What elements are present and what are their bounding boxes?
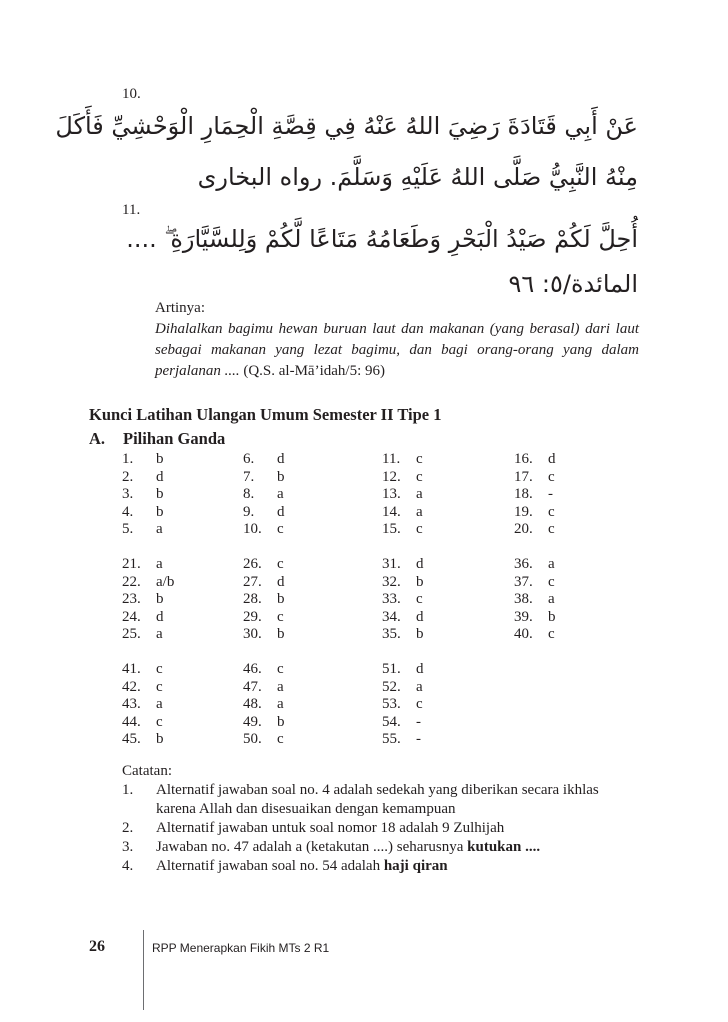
answer-letter: c bbox=[548, 573, 555, 590]
translation-text bbox=[155, 319, 639, 382]
note-item bbox=[122, 857, 642, 876]
answer-letter: c bbox=[416, 468, 423, 485]
answer-letter: c bbox=[277, 731, 284, 747]
answer-letter: b bbox=[156, 731, 164, 747]
answer-row bbox=[243, 731, 285, 749]
answer-row bbox=[243, 661, 285, 679]
answer-column-3 bbox=[382, 451, 424, 749]
note-bold-text: kutukan .... bbox=[467, 839, 541, 855]
answer-number: 7. bbox=[243, 468, 255, 485]
answer-row bbox=[122, 574, 174, 592]
answer-letter: b bbox=[416, 626, 424, 642]
answer-row bbox=[122, 714, 174, 732]
answer-number: 4. bbox=[122, 503, 134, 520]
answer-number: 30. bbox=[243, 626, 262, 642]
answer-number: 16. bbox=[514, 451, 533, 467]
answer-letter: c bbox=[156, 661, 163, 677]
answer-number: 38. bbox=[514, 591, 533, 607]
answer-column-1 bbox=[122, 451, 174, 749]
answer-row bbox=[122, 521, 174, 539]
answer-letter: a bbox=[156, 626, 163, 642]
answer-number: 54. bbox=[382, 713, 401, 730]
page-number: 26 bbox=[89, 938, 105, 955]
answer-row bbox=[122, 556, 174, 574]
answer-row bbox=[514, 504, 556, 522]
answer-row bbox=[122, 486, 174, 504]
answer-row bbox=[243, 714, 285, 732]
answer-letter: a/b bbox=[156, 573, 175, 590]
note-text: Alternatif jawaban soal no. 4 adalah sedekah yang diberikan secara ikhlas karena Allah dan disesuaikan dengan kemampuan bbox=[156, 782, 599, 817]
notes-block bbox=[122, 762, 642, 876]
answer-number: 22. bbox=[122, 573, 141, 590]
answer-letter: c bbox=[277, 661, 284, 677]
answer-group-gap bbox=[382, 644, 424, 662]
answer-row bbox=[243, 521, 285, 539]
answer-group-gap bbox=[122, 539, 174, 557]
answer-letter: a bbox=[277, 678, 284, 695]
note-number: 1. bbox=[122, 782, 134, 798]
answer-letter: b bbox=[277, 713, 285, 730]
answer-row bbox=[122, 626, 174, 644]
answer-number: 44. bbox=[122, 713, 141, 730]
answer-letter: a bbox=[277, 696, 284, 712]
answer-number: 36. bbox=[514, 556, 533, 572]
answer-letter: a bbox=[277, 486, 284, 502]
arabic-hadith-line-1: عَنْ أَبِي قَتَادَةَ رَضِيَ اللهُ عَنْهُ فِي قِصَّةِ الْحِمَارِ الْوَحْشِيِّ فَأَكَلَ bbox=[55, 112, 638, 140]
answer-group-gap bbox=[122, 644, 174, 662]
answer-row bbox=[382, 731, 424, 749]
answer-letter: c bbox=[416, 521, 423, 537]
translation-reference: (Q.S. al-Mā’idah/5: 96) bbox=[239, 363, 385, 379]
answer-row bbox=[382, 609, 424, 627]
answer-row bbox=[243, 574, 285, 592]
answer-letter: c bbox=[416, 591, 423, 607]
answer-row bbox=[382, 696, 424, 714]
answer-group-gap bbox=[382, 539, 424, 557]
answer-number: 26. bbox=[243, 556, 262, 572]
answer-row bbox=[382, 574, 424, 592]
answer-letter: b bbox=[156, 486, 164, 502]
answer-row bbox=[382, 661, 424, 679]
note-number: 3. bbox=[122, 839, 134, 855]
answer-number: 29. bbox=[243, 608, 262, 625]
answer-number: 14. bbox=[382, 503, 401, 520]
answer-row bbox=[122, 731, 174, 749]
answer-letter: a bbox=[416, 486, 423, 502]
answer-letter: d bbox=[277, 573, 285, 590]
answer-number: 28. bbox=[243, 591, 262, 607]
answer-letter: - bbox=[548, 486, 553, 502]
answer-row bbox=[514, 574, 556, 592]
answer-letter: d bbox=[416, 608, 424, 625]
translation-block bbox=[155, 298, 639, 382]
note-text: Alternatif jawaban untuk soal nomor 18 adalah 9 Zulhijah bbox=[156, 820, 505, 836]
answer-column-2 bbox=[243, 451, 285, 749]
answer-number: 49. bbox=[243, 713, 262, 730]
answer-group-gap bbox=[243, 539, 285, 557]
answer-number: 53. bbox=[382, 696, 401, 712]
answer-number: 15. bbox=[382, 521, 401, 537]
answer-letter: a bbox=[548, 556, 555, 572]
answer-number: 39. bbox=[514, 608, 533, 625]
answer-row bbox=[122, 609, 174, 627]
answer-letter: a bbox=[156, 521, 163, 537]
note-number: 4. bbox=[122, 858, 134, 874]
answer-row bbox=[243, 609, 285, 627]
answer-letter: a bbox=[416, 678, 423, 695]
answer-row bbox=[122, 469, 174, 487]
arabic-verse-line: أُحِلَّ لَكُمْ صَيْدُ الْبَحْرِ وَطَعَامُهُ مَتَاعًا لَّكُمْ وَلِلسَّيَّارَةِ ۖ .... bbox=[126, 225, 638, 253]
footer-book-title: RPP Menerapkan Fikih MTs 2 R1 bbox=[152, 941, 330, 955]
answer-number: 48. bbox=[243, 696, 262, 712]
answer-row bbox=[382, 521, 424, 539]
answer-number: 5. bbox=[122, 521, 134, 537]
answer-number: 25. bbox=[122, 626, 141, 642]
answer-row bbox=[122, 696, 174, 714]
note-text: Jawaban no. 47 adalah a (ketakutan ....) seharusnya bbox=[156, 839, 468, 855]
answer-row bbox=[243, 556, 285, 574]
answer-row bbox=[382, 591, 424, 609]
answer-letter: c bbox=[277, 608, 284, 625]
item-number-10: 10. bbox=[122, 86, 141, 102]
note-item bbox=[122, 838, 642, 857]
answer-number: 17. bbox=[514, 468, 533, 485]
answer-number: 18. bbox=[514, 486, 533, 502]
answer-letter: b bbox=[548, 608, 556, 625]
answer-row bbox=[382, 556, 424, 574]
answer-number: 19. bbox=[514, 503, 533, 520]
answer-number: 50. bbox=[243, 731, 262, 747]
answer-letter: c bbox=[156, 678, 163, 695]
answer-row bbox=[243, 696, 285, 714]
answer-letter: d bbox=[416, 661, 424, 677]
notes-title: Catatan: bbox=[122, 763, 172, 779]
answer-number: 41. bbox=[122, 661, 141, 677]
answer-letter: d bbox=[548, 451, 556, 467]
answer-number: 8. bbox=[243, 486, 255, 502]
answer-letter: a bbox=[156, 556, 163, 572]
answer-letter: a bbox=[156, 696, 163, 712]
answer-row bbox=[382, 626, 424, 644]
answer-letter: d bbox=[277, 503, 285, 520]
answer-row bbox=[514, 609, 556, 627]
answer-letter: d bbox=[156, 608, 164, 625]
item-number-11: 11. bbox=[122, 202, 141, 218]
answer-number: 9. bbox=[243, 503, 255, 520]
answer-number: 46. bbox=[243, 661, 262, 677]
answer-row bbox=[382, 486, 424, 504]
answer-letter: b bbox=[156, 591, 164, 607]
answer-row bbox=[514, 451, 556, 469]
subsection-letter: A. bbox=[89, 429, 106, 448]
answer-letter: c bbox=[548, 468, 555, 485]
answer-number: 24. bbox=[122, 608, 141, 625]
answer-number: 11. bbox=[382, 451, 401, 467]
answer-row bbox=[122, 661, 174, 679]
answer-row bbox=[122, 504, 174, 522]
answer-number: 12. bbox=[382, 468, 401, 485]
answer-letter: - bbox=[416, 731, 421, 747]
answer-row bbox=[243, 626, 285, 644]
answer-letter: c bbox=[548, 521, 555, 537]
answer-row bbox=[243, 504, 285, 522]
answer-letter: a bbox=[548, 591, 555, 607]
answer-row bbox=[243, 486, 285, 504]
answer-row bbox=[514, 591, 556, 609]
answer-row bbox=[382, 451, 424, 469]
answer-row bbox=[382, 504, 424, 522]
arabic-hadith-line-2: مِنْهُ النَّبِيُّ صَلَّى اللهُ عَلَيْهِ وَسَلَّمَ. رواه البخارى bbox=[197, 163, 638, 191]
answer-row bbox=[243, 679, 285, 697]
translation-label: Artinya: bbox=[155, 300, 205, 316]
answer-column-4 bbox=[514, 451, 556, 644]
answer-letter: b bbox=[156, 451, 164, 467]
answer-letter: c bbox=[548, 626, 555, 642]
answer-row bbox=[243, 591, 285, 609]
note-item bbox=[122, 819, 642, 838]
answer-letter: c bbox=[277, 521, 284, 537]
answer-letter: b bbox=[416, 573, 424, 590]
note-text: Alternatif jawaban soal no. 54 adalah bbox=[156, 858, 384, 874]
answer-row bbox=[514, 486, 556, 504]
answer-row bbox=[122, 679, 174, 697]
answer-row bbox=[382, 714, 424, 732]
answer-row bbox=[122, 451, 174, 469]
subsection-heading bbox=[89, 429, 225, 449]
arabic-verse-reference: المائدة/٥: ٩٦ bbox=[508, 270, 638, 298]
answer-row bbox=[514, 556, 556, 574]
answer-group-gap bbox=[514, 539, 556, 557]
answer-number: 37. bbox=[514, 573, 533, 590]
answer-number: 35. bbox=[382, 626, 401, 642]
translation-italic: Dihalalkan bagimu hewan buruan laut dan makanan (yang berasal) dari laut sebagai makanan yang lezat bagimu, dan bagi orang-orang yang dalam perjalanan .... bbox=[155, 321, 639, 379]
answer-number: 43. bbox=[122, 696, 141, 712]
answer-number: 6. bbox=[243, 451, 255, 467]
answer-letter: a bbox=[416, 503, 423, 520]
answer-number: 10. bbox=[243, 521, 262, 537]
answer-number: 42. bbox=[122, 678, 141, 695]
answer-number: 55. bbox=[382, 731, 401, 747]
answer-row bbox=[514, 626, 556, 644]
answer-group-gap bbox=[243, 644, 285, 662]
answer-letter: d bbox=[156, 468, 164, 485]
answer-letter: c bbox=[277, 556, 284, 572]
answer-number: 13. bbox=[382, 486, 401, 502]
answer-number: 23. bbox=[122, 591, 141, 607]
answer-letter: - bbox=[416, 713, 421, 730]
answer-letter: d bbox=[416, 556, 424, 572]
section-heading: Kunci Latihan Ulangan Umum Semester II Tipe 1 bbox=[89, 405, 442, 424]
answer-letter: b bbox=[277, 468, 285, 485]
answer-letter: c bbox=[416, 451, 423, 467]
answer-number: 20. bbox=[514, 521, 533, 537]
answer-number: 21. bbox=[122, 556, 141, 572]
note-number: 2. bbox=[122, 820, 134, 836]
answer-number: 40. bbox=[514, 626, 533, 642]
answer-letter: b bbox=[277, 626, 285, 642]
answer-number: 34. bbox=[382, 608, 401, 625]
answer-row bbox=[382, 679, 424, 697]
answer-letter: b bbox=[277, 591, 285, 607]
answer-number: 45. bbox=[122, 731, 141, 747]
answer-number: 2. bbox=[122, 468, 134, 485]
answer-letter: d bbox=[277, 451, 285, 467]
answer-number: 47. bbox=[243, 678, 262, 695]
answer-row bbox=[243, 469, 285, 487]
subsection-title: Pilihan Ganda bbox=[123, 429, 226, 448]
answer-number: 32. bbox=[382, 573, 401, 590]
answer-row bbox=[514, 521, 556, 539]
answer-letter: c bbox=[156, 713, 163, 730]
answer-letter: b bbox=[156, 503, 164, 520]
answer-number: 51. bbox=[382, 661, 401, 677]
note-bold-text: haji qiran bbox=[383, 858, 448, 874]
answer-letter: c bbox=[416, 696, 423, 712]
footer-divider bbox=[143, 930, 144, 1010]
answer-number: 3. bbox=[122, 486, 134, 502]
note-item bbox=[122, 781, 642, 819]
answer-row bbox=[122, 591, 174, 609]
answer-row bbox=[514, 469, 556, 487]
answer-letter: c bbox=[548, 503, 555, 520]
answer-row bbox=[382, 469, 424, 487]
answer-row bbox=[243, 451, 285, 469]
answer-number: 1. bbox=[122, 451, 134, 467]
answer-number: 31. bbox=[382, 556, 401, 572]
answer-number: 33. bbox=[382, 591, 401, 607]
answer-number: 52. bbox=[382, 678, 401, 695]
answer-number: 27. bbox=[243, 573, 262, 590]
